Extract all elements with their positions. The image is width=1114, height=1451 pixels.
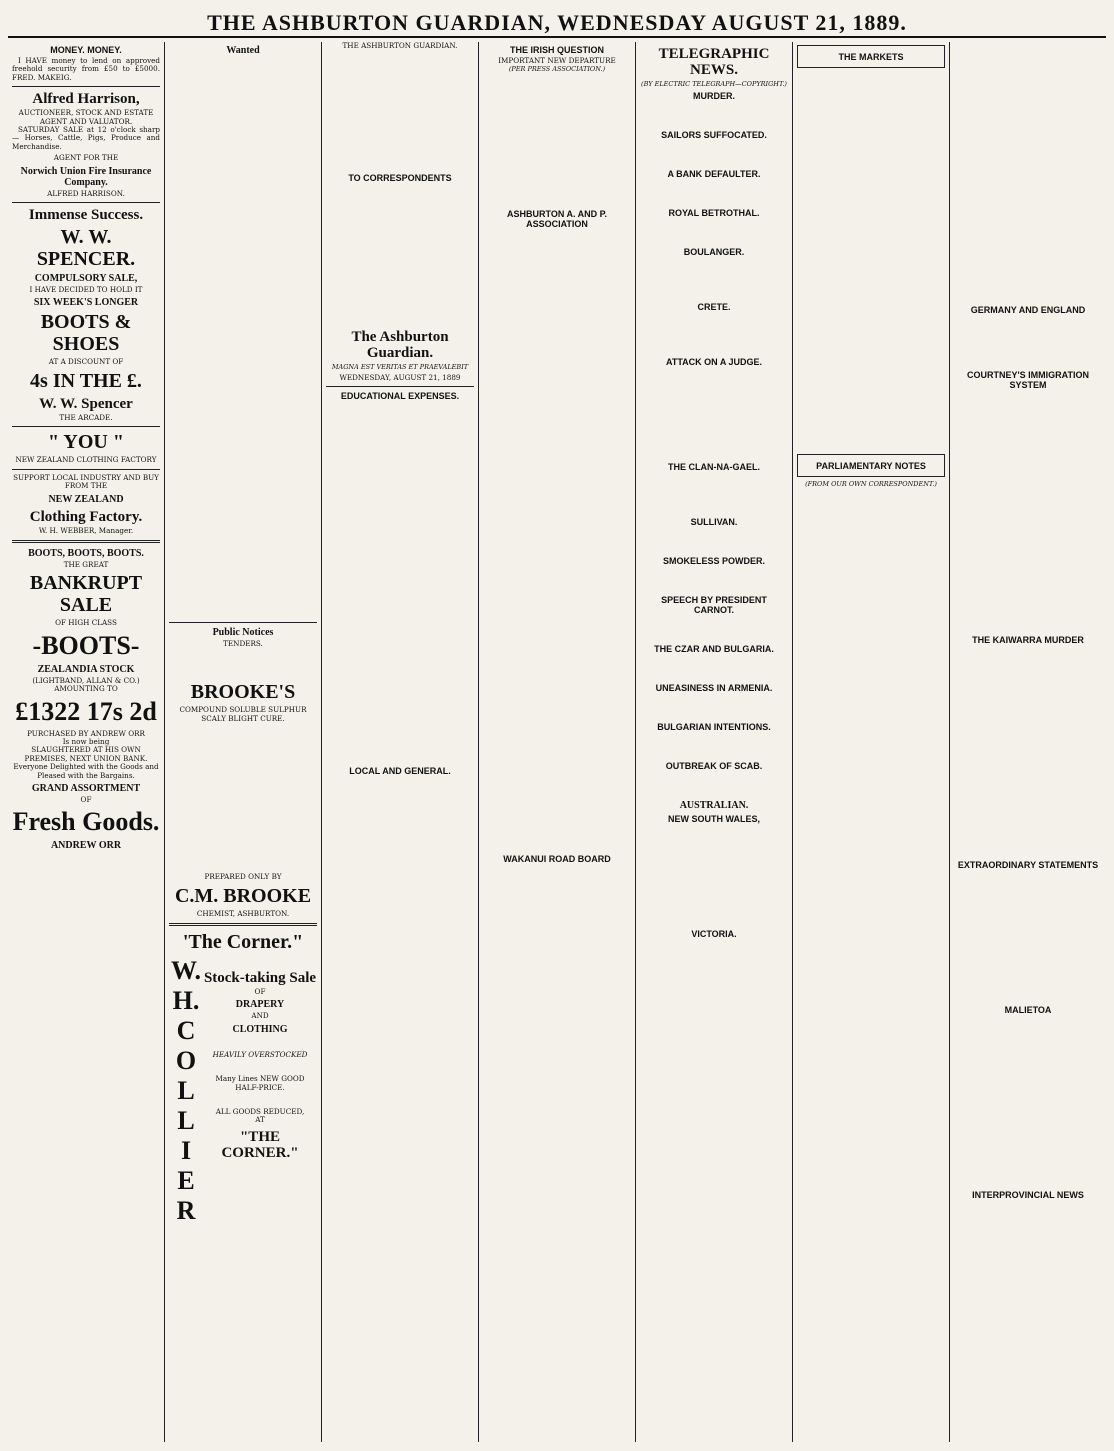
- decided-to-hold: I HAVE DECIDED TO HOLD IT: [29, 285, 143, 295]
- issue-date: WEDNESDAY, AUGUST 21, 1889: [339, 372, 461, 382]
- boulanger: BOULANGER.: [683, 247, 745, 258]
- letter: C: [176, 1016, 196, 1046]
- new-zealand: NEW ZEALAND: [48, 493, 124, 505]
- amounting-to: (LIGHTBAND, ALLAN & CO.) AMOUNTING TO: [32, 675, 140, 694]
- money-text: I HAVE money to lend on approved freehold security from £50 to £5000. FRED. MAKEIG.: [12, 56, 160, 82]
- discount-of: AT A DISCOUNT OF: [48, 357, 124, 367]
- letter: E: [177, 1166, 195, 1196]
- murder: MURDER.: [693, 91, 735, 102]
- sailors-suffocated: SAILORS SUFFOCATED.: [661, 130, 767, 141]
- clothing-factory: Clothing Factory.: [29, 508, 143, 525]
- new-south-wales: NEW SOUTH WALES,: [668, 814, 760, 825]
- ap-association: ASHBURTON A. AND P. ASSOCIATION: [506, 208, 607, 229]
- letter: H.: [172, 986, 200, 1016]
- letter: W.: [170, 956, 202, 986]
- columns: [8, 42, 1106, 1442]
- bulgarian-intentions: BULGARIAN INTENTIONS.: [657, 722, 771, 733]
- tenders: TENDERS.: [223, 639, 263, 648]
- six-weeks-longer: SIX WEEK'S LONGER: [33, 297, 139, 309]
- important-departure: IMPORTANT NEW DEPARTURE: [498, 56, 616, 65]
- australian: AUSTRALIAN.: [679, 800, 749, 812]
- purchased-by: PURCHASED BY ANDREW ORR: [27, 728, 145, 738]
- brooke-heading: BROOKE'S: [190, 681, 296, 704]
- letter: O: [175, 1046, 197, 1076]
- harrison-heading: Alfred Harrison,: [32, 91, 140, 108]
- amount: £1322 17s 2d: [15, 696, 157, 726]
- andrew-orr: ANDREW ORR: [50, 840, 122, 852]
- alfred-harrison-sign: ALFRED HARRISON.: [47, 188, 125, 198]
- the-markets: THE MARKETS: [838, 52, 904, 62]
- public-notices: Public Notices: [212, 627, 274, 638]
- educational-expenses: EDUCATIONAL EXPENSES.: [340, 391, 460, 402]
- compulsory-sale: COMPULSORY SALE,: [34, 273, 138, 285]
- money-heading: MONEY. MONEY.: [50, 45, 122, 55]
- royal-betrothal: ROYAL BETROTHAL.: [668, 208, 760, 219]
- letter: L: [177, 1106, 195, 1136]
- uneasiness-armenia: UNEASINESS IN ARMENIA.: [655, 683, 773, 694]
- chemist: CHEMIST, ASHBURTON.: [196, 908, 290, 918]
- boots-boots: BOOTS, BOOTS, BOOTS.: [28, 547, 144, 559]
- irish-question: THE IRISH QUESTION: [509, 45, 604, 55]
- letter: L: [177, 1076, 195, 1106]
- norwich-union: Norwich Union Fire Insurance Company.: [20, 165, 152, 188]
- and-word: AND: [251, 1011, 269, 1021]
- czar-bulgaria: THE CZAR AND BULGARIA.: [654, 644, 774, 655]
- column-4-news: [479, 42, 636, 1442]
- to-correspondents: TO CORRESPONDENTS: [348, 173, 452, 184]
- collier-letters: [169, 956, 203, 1226]
- press-association: (PER PRESS ASSOCIATION.): [508, 65, 606, 74]
- bank-defaulter: A BANK DEFAULTER.: [667, 169, 761, 180]
- interprovincial-news: INTERPROVINCIAL NEWS: [972, 1190, 1084, 1200]
- parliamentary-box: [797, 454, 945, 477]
- speech-carnot: SPEECH BY PRESIDENT CARNOT.: [661, 595, 767, 616]
- electric-telegraph: (BY ELECTRIC TELEGRAPH—COPYRIGHT.): [641, 80, 787, 88]
- letter: I: [180, 1136, 192, 1166]
- wakanui-road-board: WAKANUI ROAD BOARD: [503, 853, 611, 864]
- slaughtered: SLAUGHTERED AT HIS OWN PREMISES, NEXT UNION BANK.: [24, 745, 148, 763]
- victoria: VICTORIA.: [691, 929, 737, 940]
- extraordinary-statements: EXTRAORDINARY STATEMENTS: [957, 860, 1099, 870]
- boots-big: -BOOTS-: [32, 630, 140, 660]
- drapery: DRAPERY: [235, 999, 285, 1011]
- malietoa: MALIETOA: [1004, 1005, 1052, 1015]
- own-correspondent: (FROM OUR OWN CORRESPONDENT.): [805, 480, 937, 488]
- harrison-subheading: AUCTIONEER, STOCK AND ESTATE AGENT AND VALUATOR.: [18, 108, 154, 126]
- support-local: SUPPORT LOCAL INDUSTRY AND BUY FROM THE: [13, 472, 159, 491]
- of-word: OF: [80, 794, 92, 804]
- clan-na-gael: THE CLAN-NA-GAEL.: [668, 462, 760, 473]
- column-1-advertisements: [8, 42, 165, 1442]
- collier-ad: [169, 956, 317, 1226]
- column-2-advertisements: [165, 42, 322, 1442]
- of-word: OF: [254, 987, 266, 997]
- bankrupt-sale: BANKRUPT SALE: [29, 572, 143, 617]
- sullivan: SULLIVAN.: [690, 517, 738, 528]
- agent-for: AGENT FOR THE: [53, 153, 119, 163]
- parliamentary-notes: PARLIAMENTARY NOTES: [816, 461, 926, 471]
- webber-manager: W. H. WEBBER, Manager.: [38, 525, 134, 535]
- kaiwarra-murder: THE KAIWARRA MURDER: [972, 635, 1084, 645]
- outbreak-scab: OUTBREAK OF SCAB.: [665, 761, 763, 772]
- attack-on-judge: ATTACK ON A JUDGE.: [666, 357, 762, 368]
- immense-success: Immense Success.: [28, 207, 144, 224]
- markets-box: [797, 45, 945, 68]
- heavily-overstocked: HEAVILY OVERSTOCKED: [212, 1049, 308, 1059]
- now-being: Is now being: [62, 736, 110, 746]
- wanted-heading: Wanted: [226, 45, 260, 56]
- stock-taking-sale: Stock-taking Sale: [203, 970, 317, 987]
- motto: MAGNA EST VERITAS ET PRAEVALEBIT: [331, 363, 469, 372]
- guardian-small-heading: THE ASHBURTON GUARDIAN.: [342, 42, 458, 50]
- spencer-name: W. W. SPENCER.: [36, 226, 136, 271]
- crete: CRETE.: [697, 302, 731, 313]
- the-corner-heading: 'The Corner.": [182, 931, 304, 954]
- letter: R: [176, 1196, 196, 1226]
- the-great: THE GREAT: [63, 559, 109, 569]
- column-6-markets: [793, 42, 950, 1442]
- masthead-title: THE ASHBURTON GUARDIAN, WEDNESDAY AUGUST 21, 1889.: [207, 10, 907, 35]
- column-5-telegraphic: [636, 42, 793, 1442]
- you-heading: " YOU ": [48, 431, 124, 454]
- high-class: OF HIGH CLASS: [55, 618, 117, 628]
- masthead: [8, 6, 1106, 38]
- zealandia-stock: ZEALANDIA STOCK: [37, 663, 135, 675]
- many-lines: Many Lines NEW GOOD HALF-PRICE.: [215, 1074, 305, 1092]
- telegraphic-news: TELEGRAPHIC NEWS.: [658, 46, 770, 78]
- clothing: CLOTHING: [232, 1023, 288, 1035]
- spencer-sign: W. W. Spencer: [39, 395, 133, 412]
- factory-name: NEW ZEALAND CLOTHING FACTORY: [15, 455, 157, 465]
- guardian-title: The Ashburton Guardian.: [351, 329, 449, 362]
- grand-assortment: GRAND ASSORTMENT: [31, 782, 141, 794]
- courtney-system: COURTNEY'S IMMIGRATION SYSTEM: [967, 370, 1089, 390]
- boots-shoes: BOOTS & SHOES: [40, 311, 132, 356]
- local-and-general: LOCAL AND GENERAL.: [349, 766, 451, 777]
- brooke-subheading: COMPOUND SOLUBLE SULPHUR SCALY BLIGHT CURE.: [179, 705, 307, 723]
- the-arcade: THE ARCADE.: [59, 412, 113, 422]
- prepared-only-by: PREPARED ONLY BY: [204, 872, 282, 882]
- everyone-delighted: Everyone Delighted with the Goods and Pleased with the Bargains.: [13, 762, 159, 780]
- at-word: AT: [255, 1115, 265, 1125]
- column-7-news: [950, 42, 1106, 1442]
- smokeless-powder: SMOKELESS POWDER.: [662, 556, 765, 567]
- germany-england: GERMANY AND ENGLAND: [970, 305, 1086, 315]
- column-3-editorial: [322, 42, 479, 1442]
- harrison-text: SATURDAY SALE at 12 o'clock sharp — Horses, Cattle, Pigs, Produce and Merchandise.: [12, 125, 160, 151]
- fresh-goods: Fresh Goods.: [12, 807, 160, 837]
- all-goods-reduced: ALL GOODS REDUCED,: [215, 1107, 305, 1117]
- four-shillings: 4s IN THE £.: [30, 369, 142, 392]
- the-corner-sign: "THE CORNER.": [221, 1128, 299, 1161]
- brooke-name: C.M. BROOKE: [174, 884, 312, 907]
